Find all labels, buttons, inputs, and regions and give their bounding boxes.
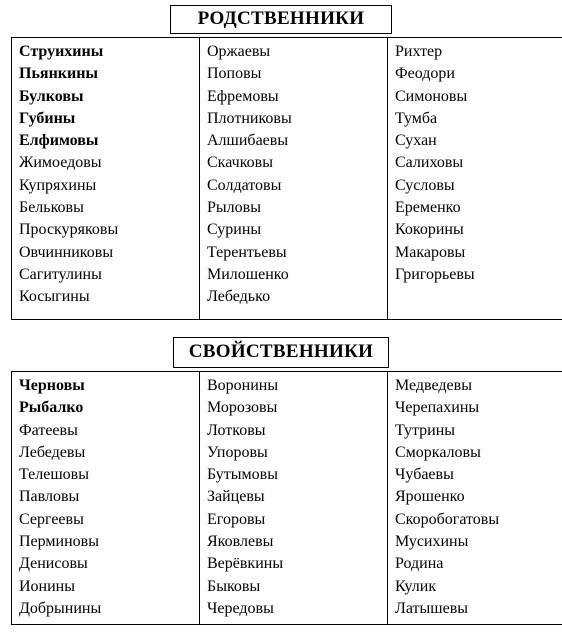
surname-entry: Сагитулины — [19, 265, 102, 283]
surname-entry: Ярошенко — [395, 488, 465, 506]
surname-entry: Сергеевы — [19, 510, 84, 528]
surname-entry: Милошенко — [207, 265, 289, 283]
surname-entry: Перминовы — [19, 533, 99, 551]
relatives-table — [11, 37, 562, 320]
surname-entry: Косыгины — [19, 288, 90, 306]
relatives-column-1 — [12, 38, 200, 320]
in-laws-title: СВОЙСТВЕННИКИ — [173, 337, 389, 368]
surname-entry: Денисовы — [19, 555, 88, 573]
surname-entry: Кокорины — [395, 221, 464, 239]
surname-entry: Павловы — [19, 488, 80, 506]
surname-entry: Сусловы — [395, 176, 455, 194]
relatives-column-2 — [200, 38, 388, 320]
surname-entry: Чубаевы — [395, 466, 454, 484]
surname-entry: Сухан — [395, 132, 437, 150]
surname-entry: Овчинниковы — [19, 243, 114, 261]
surname-entry: Яковлевы — [207, 533, 274, 551]
surname-entry: Бутымовы — [207, 466, 278, 484]
surname-entry: Пьянкины — [19, 65, 98, 83]
surname-entry: Верёвкины — [207, 555, 284, 573]
relatives-title: РОДСТВЕННИКИ — [170, 5, 392, 34]
surname-entry: Тумба — [395, 109, 438, 127]
surname-entry: Лотковы — [207, 421, 266, 439]
surname-entry: Фатеевы — [19, 421, 78, 439]
in-laws-column-1 — [12, 372, 200, 625]
surname-entry: Скачковы — [207, 154, 273, 172]
surname-entry: Чередовы — [207, 599, 274, 617]
surname-entry: Черновы — [19, 377, 85, 394]
surname-entry: Морозовы — [207, 399, 278, 417]
surname-entry: Латышевы — [395, 599, 469, 617]
surname-entry: Солдатовы — [207, 176, 282, 194]
surname-entry: Бельковы — [19, 199, 84, 217]
surname-entry: Лебедевы — [19, 443, 86, 461]
surname-entry: Булковы — [19, 87, 84, 105]
surname-entry: Симоновы — [395, 87, 468, 105]
in-laws-column-3 — [388, 372, 562, 625]
surname-entry: Рыловы — [207, 199, 261, 217]
surname-entry: Лебедько — [207, 288, 271, 306]
surname-entry: Струихины — [19, 43, 104, 60]
surname-entry: Елфимовы — [19, 132, 99, 150]
surname-entry: Ефремовы — [207, 87, 279, 105]
in-laws-column-2 — [200, 372, 388, 625]
surname-entry: Губины — [19, 109, 76, 127]
surname-entry: Упоровы — [207, 443, 268, 461]
surname-entry: Ионины — [19, 577, 75, 595]
surname-entry: Еременко — [395, 199, 461, 217]
surname-entry: Проскуряковы — [19, 221, 119, 239]
surname-entry: Феодори — [395, 65, 455, 83]
surname-entry: Макаровы — [395, 243, 466, 261]
relatives-column-3 — [388, 38, 562, 320]
surname-entry: Родина — [395, 555, 444, 573]
surname-entry: Поповы — [207, 65, 262, 83]
surname-entry: Салиховы — [395, 154, 464, 172]
surname-entry: Воронины — [207, 377, 279, 394]
surname-entry: Медведевы — [395, 377, 472, 394]
surname-entry: Сурины — [207, 221, 262, 239]
surname-entry: Кулик — [395, 577, 437, 595]
surname-entry: Черепахины — [395, 399, 480, 417]
surname-entry: Григорьевы — [395, 265, 475, 283]
surname-entry: Плотниковы — [207, 109, 292, 127]
surname-entry: Мусихины — [395, 533, 469, 551]
surname-entry: Оржаевы — [207, 43, 271, 60]
surname-entry: Быковы — [207, 577, 261, 595]
in-laws-table — [11, 371, 562, 625]
surname-entry: Купряхины — [19, 176, 97, 194]
surname-entry: Добрынины — [19, 599, 102, 617]
surname-entry: Зайцевы — [207, 488, 265, 506]
surname-entry: Рыбалко — [19, 399, 84, 417]
surname-entry: Рихтер — [395, 43, 443, 60]
surname-entry: Егоровы — [207, 510, 266, 528]
surname-entry: Терентьевы — [207, 243, 287, 261]
surname-entry: Телешовы — [19, 466, 89, 484]
surname-entry: Тутрины — [395, 421, 456, 439]
surname-entry: Скоробогатовы — [395, 510, 500, 528]
surname-entry: Жимоедовы — [19, 154, 102, 172]
surname-entry: Алшибаевы — [207, 132, 289, 150]
surname-entry: Сморкаловы — [395, 443, 481, 461]
